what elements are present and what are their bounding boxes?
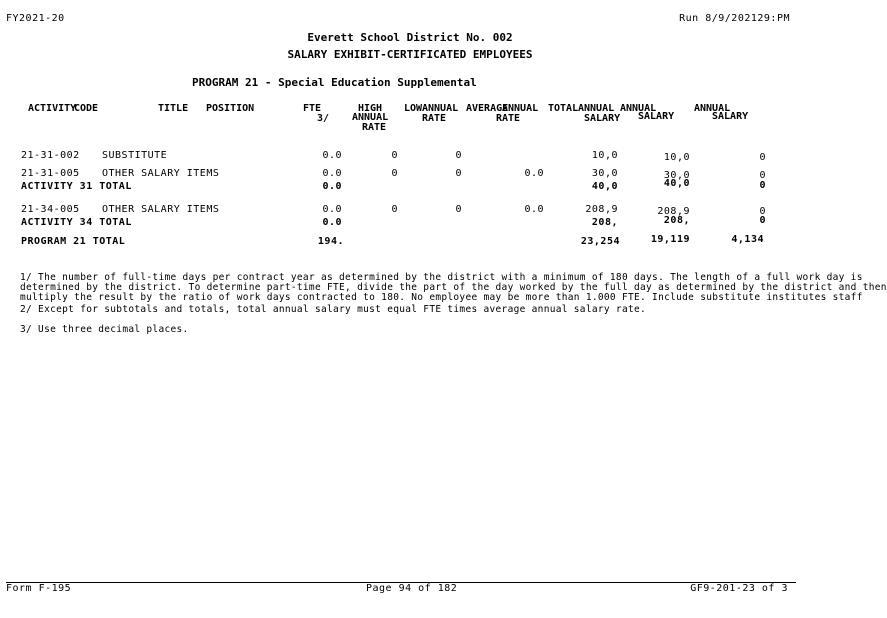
row-salary-9: 30,0 bbox=[663, 170, 690, 181]
col-high-2: ANNUAL bbox=[352, 112, 389, 123]
row-fte: 0.0 bbox=[322, 168, 342, 179]
col-high-1: HIGH bbox=[358, 103, 383, 114]
col-9-2: SALARY bbox=[638, 111, 675, 122]
row-salary-10: 0 bbox=[759, 180, 766, 191]
row-code: 21-34-005 bbox=[21, 204, 80, 215]
col-low-2: ANNUAL bbox=[422, 103, 459, 114]
subtotal-label: ACTIVITY 31 TOTAL bbox=[21, 181, 132, 192]
col-avg-2: ANNUAL bbox=[502, 103, 539, 114]
row-code: 21-31-002 bbox=[21, 150, 80, 161]
col-code: CODE bbox=[74, 103, 99, 114]
district-name: Everett School District No. 002 bbox=[307, 31, 513, 44]
row-fte: 0.0 bbox=[322, 181, 342, 192]
run-date-label: Run 8/9/202129:PM bbox=[679, 13, 790, 24]
note-1-line-1: 1/ The number of full-time days per contract year as determined by the district with a minimum of 180 days. The length of a full work day is bbox=[20, 272, 863, 283]
note-2: 2/ Except for subtotals and totals, total annual salary must equal FTE times average annual salary rate. bbox=[20, 304, 647, 315]
row-low-rate: 0 bbox=[455, 204, 462, 215]
note-3: 3/ Use three decimal places. bbox=[20, 324, 189, 335]
row-high-rate: 0 bbox=[391, 168, 398, 179]
col-fte-note: 3/ bbox=[317, 113, 330, 124]
row-low-rate: 0 bbox=[455, 168, 462, 179]
row-fte: 0.0 bbox=[322, 204, 342, 215]
col-total-2: ANNUAL bbox=[578, 103, 615, 114]
col-activity: ACTIVITY bbox=[28, 103, 77, 114]
col-high-3: RATE bbox=[362, 122, 387, 133]
col-title: TITLE bbox=[158, 103, 189, 114]
row-fte: 194. bbox=[317, 236, 344, 247]
row-high-rate: 0 bbox=[391, 204, 398, 215]
row-total-salary: 40,0 bbox=[591, 181, 618, 192]
row-total-salary: 30,0 bbox=[591, 168, 618, 179]
col-10-2: SALARY bbox=[712, 111, 749, 122]
row-total-salary: 208, bbox=[591, 217, 618, 228]
subtotal-label: ACTIVITY 34 TOTAL bbox=[21, 217, 132, 228]
row-salary-10: 0 bbox=[759, 170, 766, 181]
row-salary-10: 0 bbox=[759, 152, 766, 163]
row-low-rate: 0 bbox=[455, 150, 462, 161]
form-number: Form F-195 bbox=[6, 583, 72, 594]
row-title: OTHER SALARY ITEMS bbox=[102, 168, 220, 179]
col-low-3: RATE bbox=[422, 113, 447, 124]
program-total-label: PROGRAM 21 TOTAL bbox=[21, 236, 126, 247]
row-code: 21-31-005 bbox=[21, 168, 80, 179]
col-total-3: SALARY bbox=[584, 113, 621, 124]
row-salary-10: 0 bbox=[759, 215, 766, 226]
row-fte: 0.0 bbox=[322, 217, 342, 228]
row-title: OTHER SALARY ITEMS bbox=[102, 204, 220, 215]
row-total-salary: 23,254 bbox=[580, 236, 620, 247]
row-salary-9: 208, bbox=[663, 215, 690, 226]
program-title: PROGRAM 21 - Special Education Supplemental bbox=[192, 76, 477, 89]
row-avg-rate: 0.0 bbox=[524, 168, 544, 179]
row-salary-9: 40,0 bbox=[663, 178, 690, 189]
col-total-1: TOTAL bbox=[548, 103, 579, 114]
col-10-1: ANNUAL bbox=[694, 103, 731, 114]
col-avg-3: RATE bbox=[496, 113, 521, 124]
row-salary-9: 10,0 bbox=[663, 152, 690, 163]
row-salary-9: 208,9 bbox=[657, 206, 690, 217]
row-high-rate: 0 bbox=[391, 150, 398, 161]
row-total-salary: 208,9 bbox=[585, 204, 618, 215]
page-number: Page 94 of 182 bbox=[366, 583, 458, 594]
col-fte: FTE bbox=[303, 103, 322, 114]
fiscal-year-label: FY2021-20 bbox=[6, 13, 65, 24]
row-salary-10: 4,134 bbox=[731, 234, 764, 245]
note-1-line-3: multiply the result by the ratio of work days contracted to 180. No employee may be more than 1.000 FTE. Include substitute institutes staff bbox=[20, 292, 863, 303]
row-salary-9: 19,119 bbox=[650, 234, 690, 245]
note-1-line-2: determined by the district. To determine part-time FTE, divide the part of the day worked by the full day as determined by the district and then bbox=[20, 282, 887, 293]
row-title: SUBSTITUTE bbox=[102, 150, 168, 161]
col-avg-1: AVERAGE bbox=[466, 103, 509, 114]
row-salary-10: 0 bbox=[759, 206, 766, 217]
row-fte: 0.0 bbox=[322, 150, 342, 161]
row-avg-rate: 0.0 bbox=[524, 204, 544, 215]
col-position: POSITION bbox=[206, 103, 255, 114]
col-low-1: LOW bbox=[404, 103, 423, 114]
form-code: GF9-201-23 of 3 bbox=[690, 583, 788, 594]
report-title: SALARY EXHIBIT-CERTIFICATED EMPLOYEES bbox=[287, 48, 533, 61]
row-total-salary: 10,0 bbox=[591, 150, 618, 161]
col-9-1: ANNUAL bbox=[620, 103, 657, 114]
